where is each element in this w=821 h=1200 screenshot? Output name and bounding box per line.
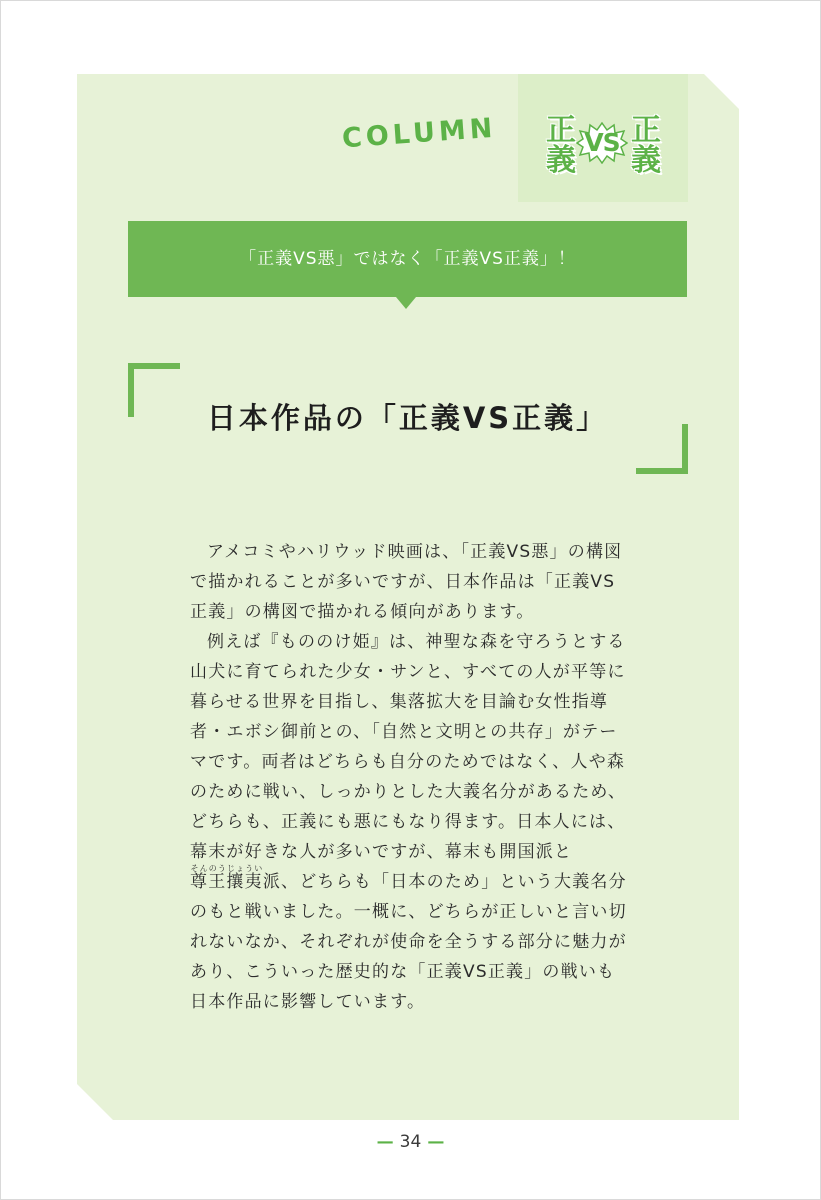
- paragraph-2-part-2: 派、どちらも「日本のため」という大義名分のもと戦いました。一概に、どちらが正しいと言い切れないなか、それぞれが使命を全うする部分に魅力があり、こういった歴史的な「正義VS正義」の戦いも日本作品に影響しています。: [190, 872, 627, 1012]
- page-number: [0, 1132, 821, 1152]
- column-label: [341, 112, 498, 155]
- paragraph-2: [190, 627, 630, 1017]
- banner-pointer: [396, 297, 416, 309]
- paragraph-2-part-1: 例えば『もののけ姫』は、神聖な森を守ろうとする山犬に育てられた少女・サンと、すべての人が平等に暮らせる世界を目指し、集落拡大を目論む女性指導者・エボシ御前との、「自然と文明との共存」がテーマです。両者はどちらも自分のためではなく、人や森のために戦い、しっかりとした大義名分があるため、どちらも、正義にも悪にもなり得ます。日本人には、幕末が好きな人が多いですが、幕末も開国派と: [190, 632, 627, 862]
- column-label-text: COLUMN: [341, 112, 498, 155]
- badge-kanji-right: 正義: [631, 113, 661, 178]
- page-number-value: 34: [399, 1132, 422, 1152]
- page-number-dash-left: —: [376, 1132, 394, 1152]
- badge-kanji-left: 正義: [546, 113, 576, 178]
- ruby-base: 尊王攘夷: [190, 872, 263, 892]
- body-text: [190, 537, 630, 1017]
- ruby-sonnoujoui: [190, 864, 263, 892]
- vs-badge: [518, 74, 688, 202]
- page-title: 日本作品の「正義VS正義」: [206, 401, 609, 435]
- page-number-dash-right: —: [427, 1132, 445, 1152]
- banner-text: 「正義VS悪」ではなく「正義VS正義」！: [239, 249, 576, 269]
- paragraph-1: アメコミやハリウッド映画は、「正義VS悪」の構図で描かれることが多いですが、日本作品は「正義VS正義」の構図で描かれる傾向があります。: [190, 542, 623, 622]
- ruby-reading: そんのうじょうい: [190, 864, 263, 873]
- badge-vs: VS: [584, 128, 620, 157]
